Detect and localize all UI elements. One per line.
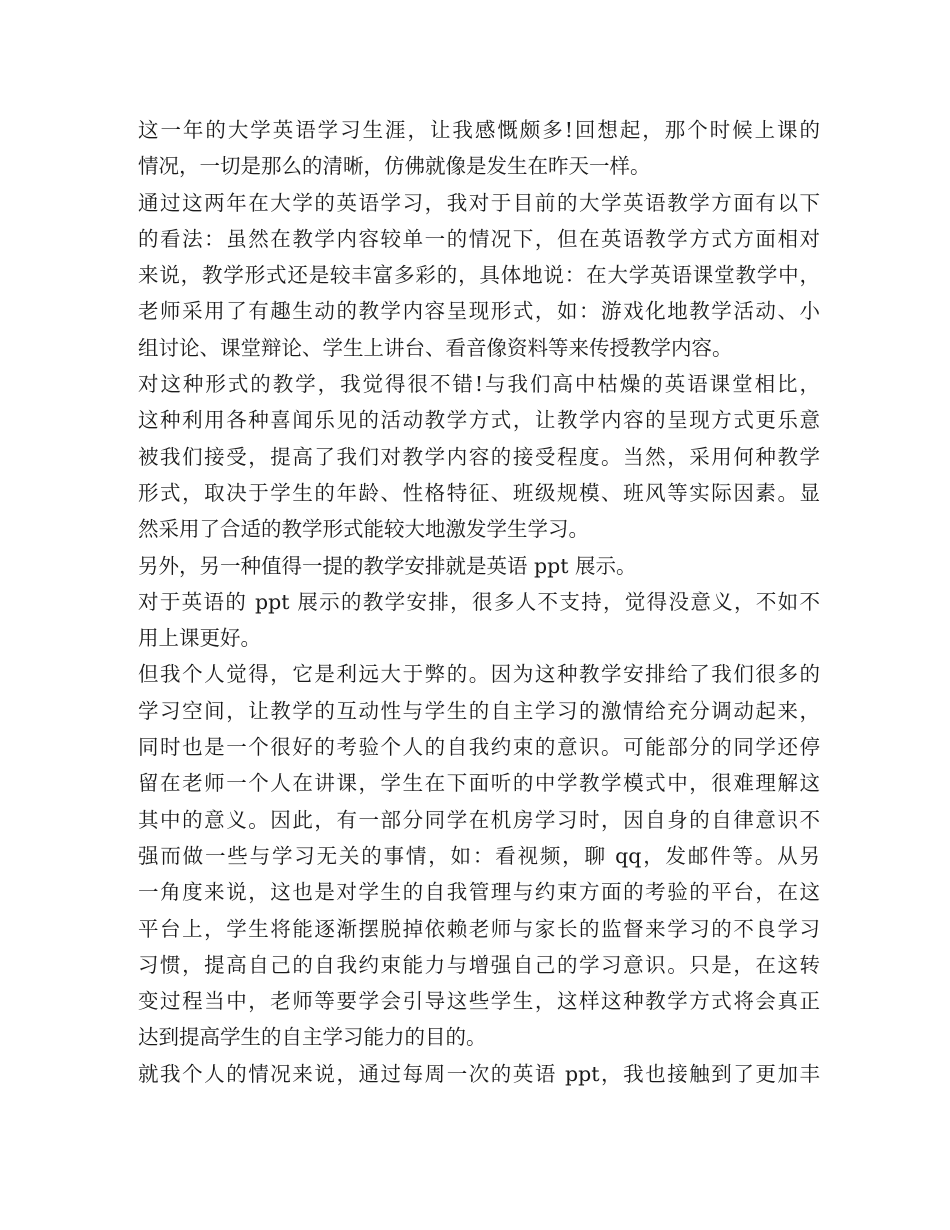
text-line: 同时也是一个很好的考验个人的自我约束的意识。可能部分的同学还停 bbox=[138, 735, 820, 760]
text-line: 其中的意义。因此，有一部分同学在机房学习时，因自身的自律意识不 bbox=[138, 807, 820, 832]
text-line: 形式，取决于学生的年龄、性格特征、班级规模、班风等实际因素。显 bbox=[138, 480, 820, 505]
text-line: 对于英语的 ppt 展示的教学安排，很多人不支持，觉得没意义，不如不 bbox=[138, 589, 820, 614]
text-line: 达到提高学生的自主学习能力的目的。 bbox=[138, 1025, 487, 1050]
text-line: 通过这两年在大学的英语学习，我对于目前的大学英语教学方面有以下 bbox=[138, 190, 820, 215]
text-line: 的看法：虽然在教学内容较单一的情况下，但在英语教学方式方面相对 bbox=[138, 226, 820, 251]
text-line: 变过程当中，老师等要学会引导这些学生，这样这种教学方式将会真正 bbox=[138, 989, 820, 1014]
text-line: 对这种形式的教学，我觉得很不错!与我们高中枯燥的英语课堂相比， bbox=[138, 372, 820, 397]
text-line: 情况，一切是那么的清晰，仿佛就像是发生在昨天一样。 bbox=[138, 154, 651, 179]
text-line: 平台上，学生将能逐渐摆脱掉依赖老师与家长的监督来学习的不良学习 bbox=[138, 916, 820, 941]
paragraph bbox=[138, 185, 820, 366]
paragraph bbox=[138, 548, 820, 584]
paragraph bbox=[138, 366, 820, 547]
text-line: 学习空间，让教学的互动性与学生的自主学习的激情给充分调动起来， bbox=[138, 698, 820, 723]
text-line: 用上课更好。 bbox=[138, 626, 261, 651]
text-line: 但我个人觉得，它是利远大于弊的。因为这种教学安排给了我们很多的 bbox=[138, 662, 820, 687]
paragraph bbox=[138, 1056, 820, 1092]
paragraph bbox=[138, 656, 820, 1055]
text-line: 被我们接受，提高了我们对教学内容的接受程度。当然，采用何种教学 bbox=[138, 444, 820, 469]
document-body bbox=[138, 112, 820, 1092]
text-line: 这种利用各种喜闻乐见的活动教学方式，让教学内容的呈现方式更乐意 bbox=[138, 408, 820, 433]
text-line: 留在老师一个人在讲课，学生在下面听的中学教学模式中，很难理解这 bbox=[138, 771, 820, 796]
paragraph bbox=[138, 112, 820, 185]
text-line: 强而做一些与学习无关的事情，如：看视频，聊 qq，发邮件等。从另 bbox=[138, 843, 820, 868]
text-line: 就我个人的情况来说，通过每周一次的英语 ppt，我也接触到了更加丰 bbox=[138, 1061, 820, 1086]
text-line: 老师采用了有趣生动的教学内容呈现形式，如：游戏化地教学活动、小 bbox=[138, 299, 820, 324]
text-line: 习惯，提高自己的自我约束能力与增强自己的学习意识。只是，在这转 bbox=[138, 952, 820, 977]
paragraph bbox=[138, 584, 820, 657]
text-line: 组讨论、课堂辩论、学生上讲台、看音像资料等来传授教学内容。 bbox=[138, 335, 733, 360]
text-line: 这一年的大学英语学习生涯，让我感慨颇多!回想起，那个时候上课的 bbox=[138, 118, 820, 142]
text-line: 另外，另一种值得一提的教学安排就是英语 ppt 展示。 bbox=[138, 553, 637, 578]
text-line: 一角度来说，这也是对学生的自我管理与约束方面的考验的平台，在这 bbox=[138, 880, 820, 905]
text-line: 来说，教学形式还是较丰富多彩的，具体地说：在大学英语课堂教学中， bbox=[138, 263, 820, 288]
text-line: 然采用了合适的教学形式能较大地激发学生学习。 bbox=[138, 517, 589, 542]
